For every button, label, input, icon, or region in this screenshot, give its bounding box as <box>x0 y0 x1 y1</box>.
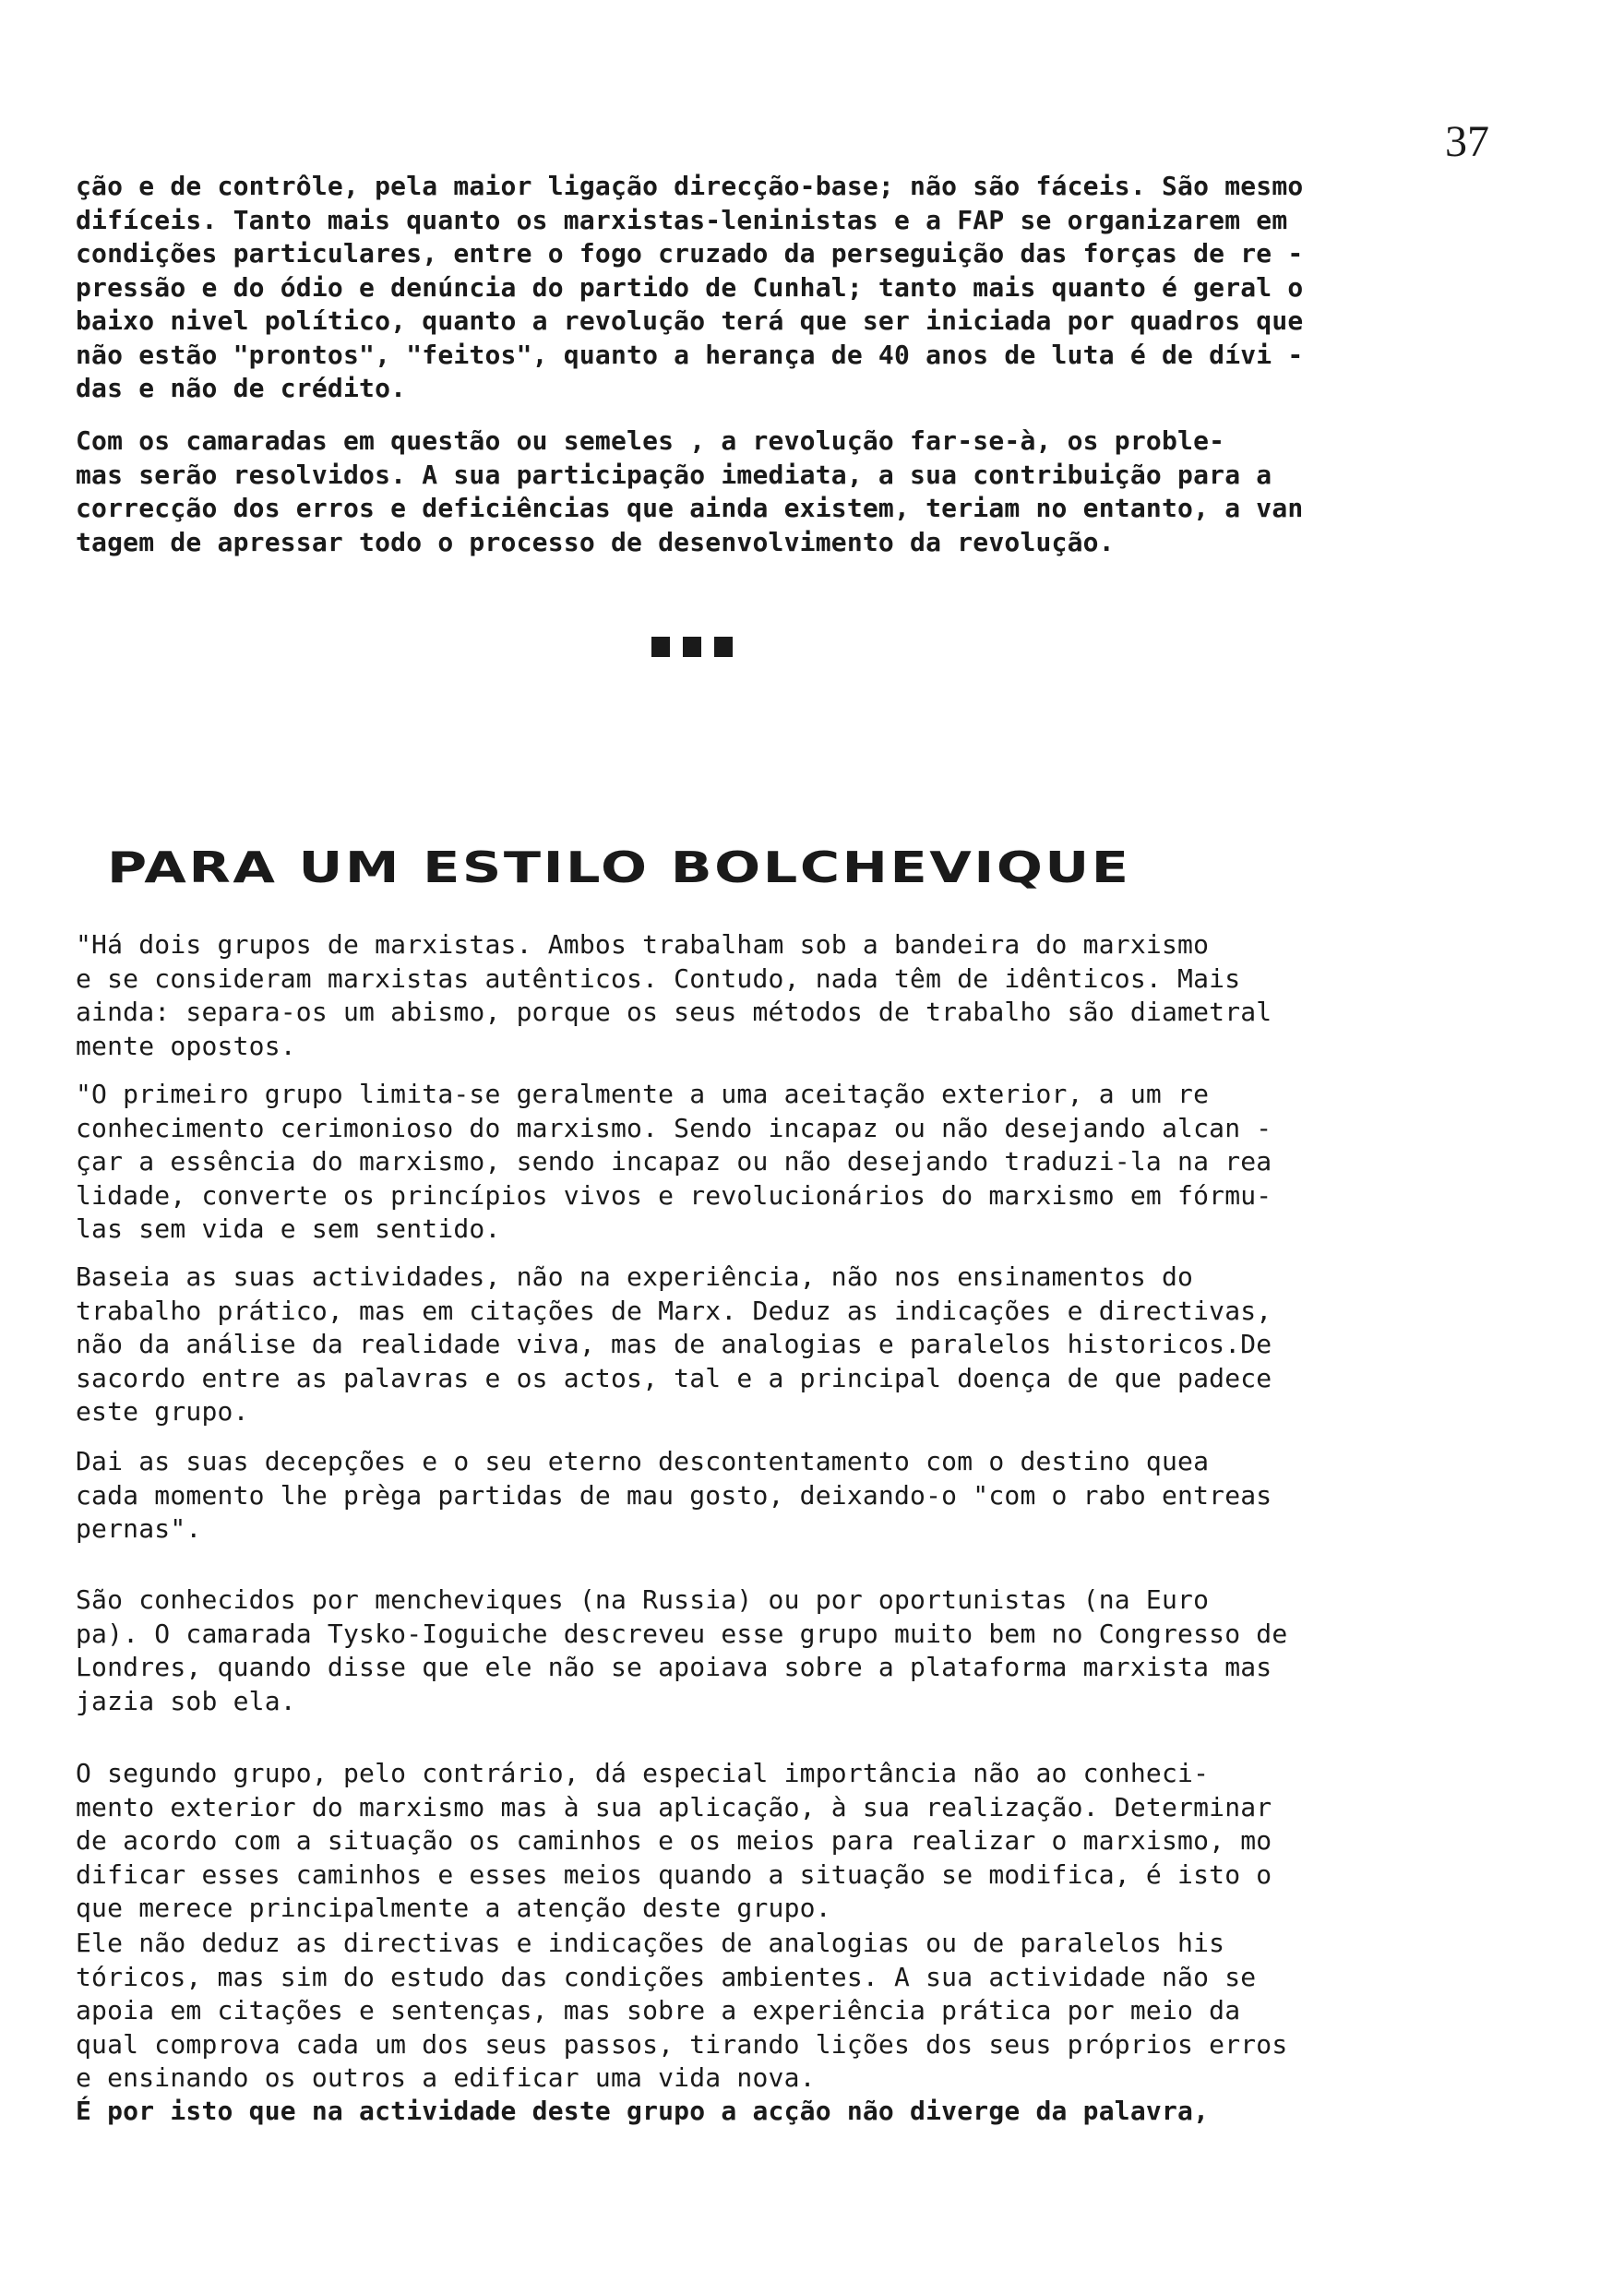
body-paragraph-3: Baseia as suas actividades, não na experiência, não nos ensinamentos do trabalho prático, mas em citações de Marx. Deduz as indicações e directivas, não da análise da realidade viva, mas de analogias e paralelos historicos.De sacordo entre as palavras e os actos, tal e a principal doença de que padece este grupo. <box>76 1261 1272 1427</box>
body-paragraph-7: Ele não deduz as directivas e indicações de analogias ou de paralelos his tóricos, mas sim do estudo das condições ambientes. A sua actividade não se apoia em citações e sentenças, mas sobre a experiência prática por meio da qual comprova cada um dos seus passos, tirando lições dos seus próprios erros e ensinando os outros a edificar uma vida nova. <box>76 1928 1288 2093</box>
section-heading: PARA UM ESTILO BOLCHEVIQUE <box>107 842 1131 892</box>
separator-square <box>714 637 733 657</box>
body-paragraph-8: É por isto que na actividade deste grupo a acção não diverge da palavra, <box>76 2096 1210 2126</box>
section-separator <box>637 637 747 657</box>
body-paragraph-5: São conhecidos por mencheviques (na Russia) ou por oportunistas (na Euro pa). O camarada Tysko-Ioguiche descreveu esse grupo muito bem no Congresso de Londres, quando disse que ele não se apoiava sobre a plataforma marxista mas jazia sob ela. <box>76 1584 1288 1716</box>
body-paragraph-1: "Há dois grupos de marxistas. Ambos trabalham sob a bandeira do marxismo e se consideram marxistas autênticos. Contudo, nada têm de idênticos. Mais ainda: separa-os um abismo, porque os seus métodos de trabalho são diametral mente opostos. <box>76 929 1272 1061</box>
body-paragraph-4: Dai as suas decepções e o seu eterno descontentamento com o destino quea cada momento lhe prèga partidas de mau gosto, deixando-o "com o rabo entreas pernas". <box>76 1446 1272 1544</box>
body-paragraph-2: "O primeiro grupo limita-se geralmente a uma aceitação exterior, a um re conhecimento cerimonioso do marxismo. Sendo incapaz ou não desejando alcan - çar a essência do marxismo, sendo incapaz ou não desejando traduzi-la na rea lidade, converte os princípios vivos e revolucionários do marxismo em fórmu- las sem vida e sem sentido. <box>76 1079 1272 1244</box>
page-number: 37 <box>1445 117 1489 166</box>
body-paragraph-6: O segundo grupo, pelo contrário, dá especial importância não ao conheci- mento exterior do marxismo mas à sua aplicação, à sua realização. Determinar de acordo com a situação os caminhos e os meios para realizar o marxismo, mo dificar esses caminhos e esses meios quando a situação se modifica, é isto o que merece principalmente a atenção deste grupo. <box>76 1758 1272 1923</box>
intro-paragraph-2: Com os camaradas em questão ou semeles , a revolução far-se-à, os proble- mas serão resolvidos. A sua participação imediata, a sua contribuição para a correcção dos erros e deficiências que ainda existem, teriam no entanto, a van tagem de apressar todo o processo de desenvolvimento da revolução. <box>76 425 1304 557</box>
separator-square <box>651 637 670 657</box>
separator-square <box>683 637 701 657</box>
intro-paragraph-1: ção e de contrôle, pela maior ligação direcção-base; não são fáceis. São mesmo difíceis. Tanto mais quanto os marxistas-leninistas e a FAP se organizarem em condições particulares, entre o fogo cruzado da perseguição das forças de re - pressão e do ódio e denúncia do partido de Cunhal; tanto mais quanto é geral o baixo nivel político, quanto a revolução terá que ser iniciada por quadros que não estão "prontos", "feitos", quanto a herança de 40 anos de luta é de dívi - das e não de crédito. <box>76 171 1304 403</box>
